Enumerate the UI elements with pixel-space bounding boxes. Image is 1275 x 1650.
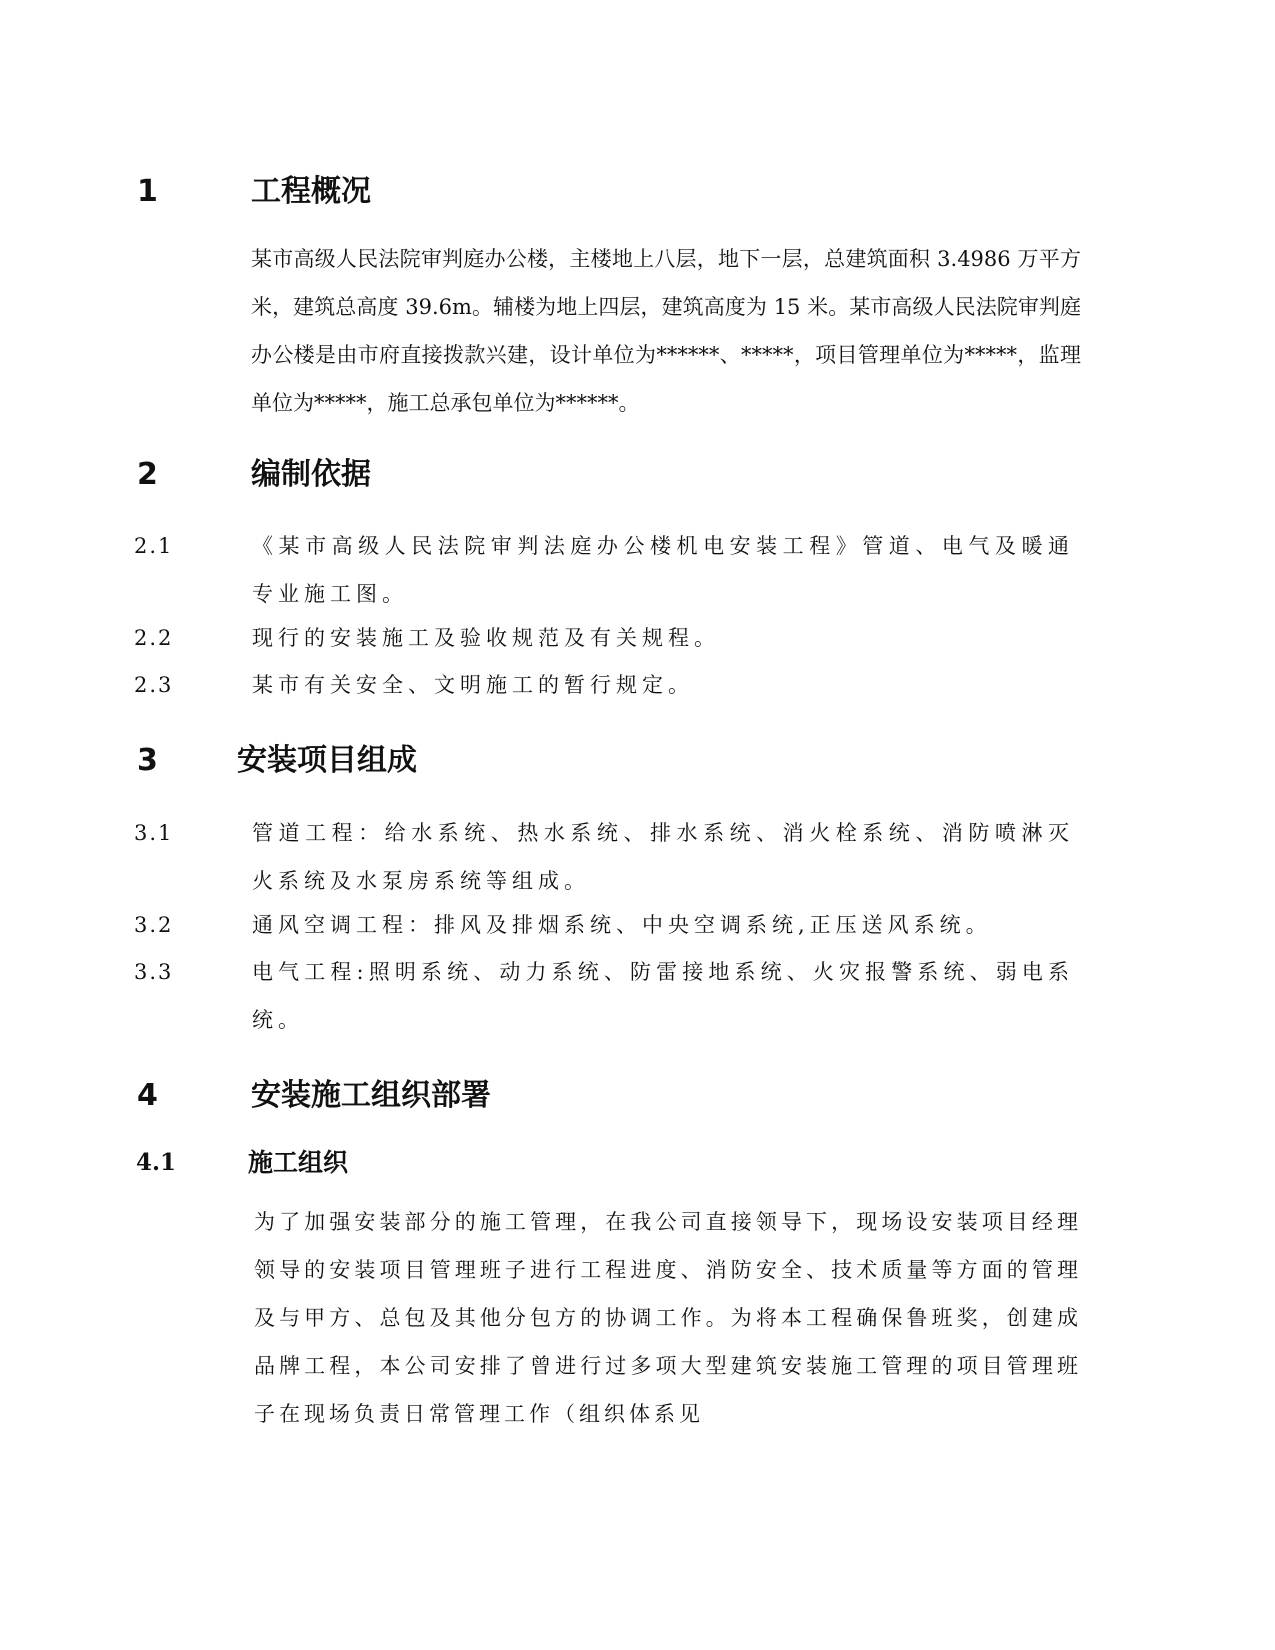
item-number: 2.1 xyxy=(134,534,174,558)
section-title: 安装项目组成 xyxy=(237,743,417,778)
list-item xyxy=(134,948,1084,1044)
list-item xyxy=(134,809,1084,905)
section-4-heading xyxy=(137,1076,637,1116)
item-number: 2.2 xyxy=(134,626,174,650)
section-number: 4 xyxy=(137,1078,158,1113)
section-2-heading xyxy=(137,455,637,495)
item-number: 2.3 xyxy=(134,673,174,697)
list-item xyxy=(134,522,1084,618)
section-1-paragraph: 某市高级人民法院审判庭办公楼，主楼地上八层，地下一层，总建筑面积 3.4986 万平方米，建筑总高度 39.6m。辅楼为地上四层，建筑高度为 15 米。某市高级人民法院审判庭办公楼是由市府直接拨款兴建，设计单位为******、*****，项目管理单位为*****，监理单位为*****，施工总承包单位为******。 xyxy=(251,247,1081,415)
item-text: 某市有关安全、文明施工的暂行规定。 xyxy=(252,673,694,697)
section-3-heading xyxy=(137,741,637,781)
subsection-4-1-heading xyxy=(136,1146,536,1180)
item-text: 《某市高级人民法院审判法庭办公楼机电安装工程》管道、电气及暖通专业施工图。 xyxy=(252,534,1074,606)
section-number: 2 xyxy=(137,457,158,492)
item-number: 3.3 xyxy=(134,960,174,984)
subsection-number: 4.1 xyxy=(136,1149,177,1176)
item-text: 通风空调工程：排风及排烟系统、中央空调系统,正压送风系统。 xyxy=(252,913,992,937)
subsection-title: 施工组织 xyxy=(248,1148,349,1177)
subsection-4-1-paragraph: 为了加强安装部分的施工管理，在我公司直接领导下，现场设安装项目经理领导的安装项目管理班子进行工程进度、消防安全、技术质量等方面的管理及与甲方、总包及其他分包方的协调工作。为将本工程确保鲁班奖，创建成品牌工程，本公司安排了曾进行过多项大型建筑安装施工管理的项目管理班子在现场负责日常管理工作（组织体系见 xyxy=(254,1210,1082,1426)
section-title: 安装施工组织部署 xyxy=(251,1078,491,1113)
item-text: 现行的安装施工及验收规范及有关规程。 xyxy=(252,626,720,650)
list-item xyxy=(134,661,1084,709)
section-title: 工程概况 xyxy=(251,174,371,209)
list-item xyxy=(134,614,1084,662)
list-item xyxy=(134,901,1084,949)
section-title: 编制依据 xyxy=(251,457,371,492)
item-number: 3.1 xyxy=(134,821,174,845)
item-text: 电气工程:照明系统、动力系统、防雷接地系统、火灾报警系统、弱电系统。 xyxy=(252,960,1074,1032)
item-text: 管道工程：给水系统、热水系统、排水系统、消火栓系统、消防喷淋灭火系统及水泵房系统等组成。 xyxy=(252,821,1074,893)
section-number: 3 xyxy=(137,743,158,778)
item-number: 3.2 xyxy=(134,913,174,937)
section-1-heading xyxy=(137,172,637,212)
section-number: 1 xyxy=(137,174,158,209)
